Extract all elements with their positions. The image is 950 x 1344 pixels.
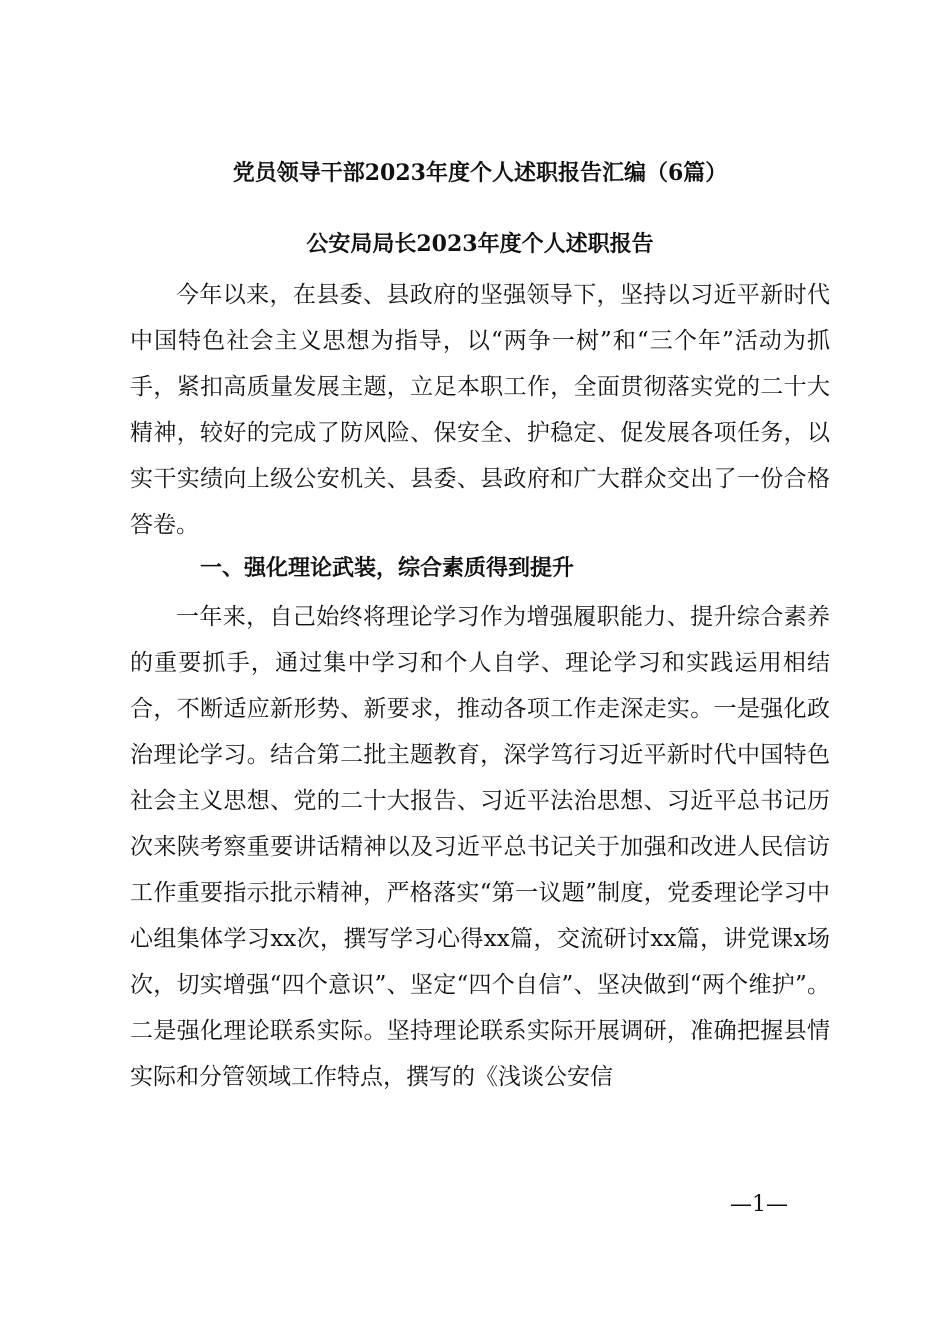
document-subtitle: 公安局局长2023年度个人述职报告	[306, 231, 654, 257]
document-title: 党员领导干部2023年度个人述职报告汇编（6篇）	[232, 160, 728, 186]
body-paragraph: 一年来，自己始终将理论学习作为增强履职能力、提升综合素养的重要抓手，通过集中学习和个人自学、理论学习和实践运用相结合，不断适应新形势、新要求，推动各项工作走深走实。一是强化政治理论学习。结合第二批主题教育，深学笃行习近平新时代中国特色社会主义思想、党的二十大报告、习近平法治思想、习近平总书记历次来陕考察重要讲话精神以及习近平总书记关于加强和改进人民信访工作重要指示批示精神，严格落实“第一议题”制度，党委理论学习中心组集体学习xx次，撰写学习心得xx篇，交流研讨xx篇，讲党课x场次，切实增强“四个意识”、坚定“四个自信”、坚决做到“两个维护”。二是强化理论联系实际。坚持理论联系实际开展调研，准确把握县情实际和分管领域工作特点，撰写的《浅谈公安信	[130, 604, 830, 1090]
page-number: —1—	[730, 1192, 788, 1217]
section-heading: 一、强化理论武装，综合素质得到提升	[200, 556, 575, 581]
intro-paragraph: 今年以来，在县委、县政府的坚强领导下，坚持以习近平新时代中国特色社会主义思想为指导，以“两争一树”和“三个年”活动为抓手，紧扣高质量发展主题，立足本职工作，全面贯彻落实党的二十大精神，较好的完成了防风险、保安全、护稳定、促发展各项任务，以实干实绩向上级公安机关、县委、县政府和广大群众交出了一份合格答卷。	[130, 282, 830, 538]
